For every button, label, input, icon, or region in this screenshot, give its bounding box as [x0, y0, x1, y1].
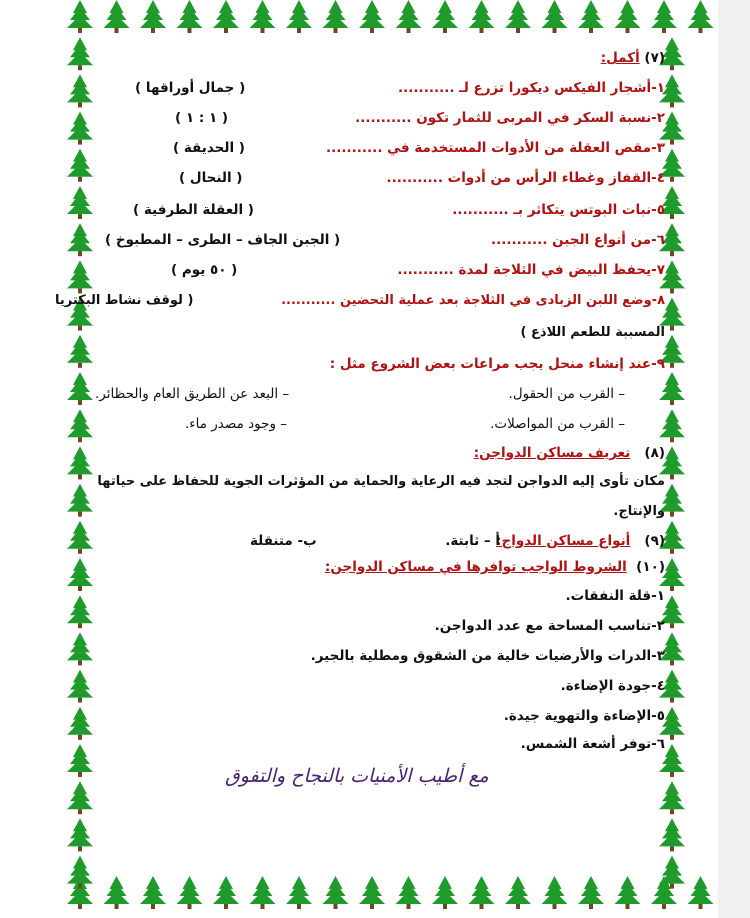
q7-condition-1: – القرب من الحقول.	[508, 386, 625, 402]
tree-icon	[67, 335, 93, 368]
q7-item-3: ٣-مقص العقلة من الأدوات المستخدمة في ...........	[326, 140, 665, 156]
tree-icon	[505, 0, 531, 33]
tree-icon	[67, 186, 93, 219]
q8-number: (٨)	[644, 445, 665, 461]
q9-number: (٩)	[644, 533, 665, 549]
tree-icon	[67, 595, 93, 628]
tree-icon	[67, 856, 93, 889]
q9-option-b: ب- متنقلة	[250, 533, 317, 549]
tree-icon	[396, 0, 422, 33]
tree-icon	[67, 112, 93, 145]
q7-condition-4: – وجود مصدر ماء.	[185, 416, 288, 432]
q7-answer-6: ( الجبن الجاف – الطرى – المطبوخ )	[105, 232, 341, 248]
tree-icon	[67, 372, 93, 405]
q7-answer-5: ( العقلة الطرفية )	[133, 202, 254, 218]
tree-icon	[615, 0, 641, 33]
tree-icon	[615, 876, 641, 909]
q7-answer-3: ( الحديقة )	[173, 140, 245, 156]
q7-answer-2: ( ١ : ١ )	[175, 110, 229, 126]
tree-icon	[104, 876, 130, 909]
tree-icon	[542, 0, 568, 33]
tree-icon	[359, 0, 385, 33]
q7-item-9: ٩-عند إنشاء منحل يجب مراعات بعض الشروع مثل :	[329, 356, 665, 372]
q7-answer-7: ( ٥٠ يوم )	[171, 262, 238, 278]
q7-item-2: ٢-نسبة السكر في المربى للثمار تكون ...........	[355, 110, 665, 126]
tree-icon	[67, 409, 93, 442]
q8-title: تعريف مساكن الدواجن:	[473, 445, 631, 461]
tree-icon	[67, 744, 93, 777]
q10-item-1: ١-قلة النفقات.	[565, 588, 665, 604]
tree-icon	[286, 0, 312, 33]
q10-item-3: ٣-الدرات والأرضيات خالية من الشقوق ومطلية بالجير.	[310, 648, 665, 664]
q7-header	[95, 50, 665, 66]
q9-option-a: أ – ثابتة.	[445, 533, 500, 549]
tree-icon	[213, 876, 239, 909]
tree-icon	[659, 818, 685, 851]
q10-item-6: ٦-توفر أشعة الشمس.	[520, 736, 665, 752]
q10-item-4: ٤-جودة الإضاءة.	[560, 678, 665, 694]
q10-item-5: ٥-الإضاءة والتهوية جيدة.	[503, 708, 665, 724]
q7-title: أكمل:	[600, 50, 640, 66]
q10-number: (١٠)	[636, 559, 665, 575]
tree-icon	[177, 876, 203, 909]
q7-answer-8-cont: المسببة للطعم اللاذع )	[520, 325, 665, 340]
q8-definition-cont: والإنتاج.	[613, 504, 665, 519]
tree-icon	[67, 446, 93, 479]
tree-icon	[359, 876, 385, 909]
q9-title: أنواع مساكن الدواج:	[496, 533, 631, 549]
q7-item-5: ٥-نبات البوتس يتكاثر بـ ...........	[452, 202, 665, 218]
tree-icon	[177, 0, 203, 33]
tree-icon	[67, 670, 93, 703]
tree-icon	[140, 0, 166, 33]
tree-icon	[432, 876, 458, 909]
q8-header	[95, 445, 665, 461]
q7-answer-1: ( جمال أوراقها )	[135, 80, 246, 96]
tree-icon	[323, 0, 349, 33]
tree-icon	[67, 0, 93, 33]
tree-icon	[469, 0, 495, 33]
tree-icon	[469, 876, 495, 909]
worksheet-content	[55, 40, 665, 820]
tree-icon	[651, 0, 677, 33]
q7-condition-3: – القرب من المواصلات.	[490, 416, 625, 432]
page-margin	[718, 0, 750, 918]
tree-icon	[67, 781, 93, 814]
tree-icon	[67, 74, 93, 107]
tree-icon	[67, 149, 93, 182]
tree-icon	[67, 632, 93, 665]
q9-header	[95, 533, 665, 549]
tree-icon	[286, 876, 312, 909]
tree-icon	[67, 521, 93, 554]
tree-icon	[323, 876, 349, 909]
tree-icon	[67, 707, 93, 740]
q10-header	[95, 559, 665, 575]
tree-icon	[396, 876, 422, 909]
tree-icon	[688, 0, 714, 33]
tree-icon	[67, 558, 93, 591]
tree-icon	[104, 0, 130, 33]
tree-icon	[140, 876, 166, 909]
tree-icon	[578, 876, 604, 909]
tree-icon	[542, 876, 568, 909]
tree-icon	[432, 0, 458, 33]
tree-icon	[67, 37, 93, 70]
q7-answer-4: ( النحال )	[179, 170, 243, 186]
q7-answer-8: ( لوقف نشاط البكتريا	[55, 293, 194, 308]
tree-icon	[67, 484, 93, 517]
q7-item-4: ٤-القفاز وغطاء الرأس من أدوات ...........	[386, 170, 665, 186]
tree-icon	[250, 876, 276, 909]
q8-definition: مكان تأوى إليه الدواجن لتجد فيه الرعاية والحماية من المؤثرات الجوية للحفاظ على حياتها	[97, 474, 665, 489]
tree-icon	[67, 818, 93, 851]
q7-item-1: ١-أشجار الفيكس ديكورا تزرع لـ ...........	[398, 80, 665, 96]
tree-icon	[505, 876, 531, 909]
q7-item-7: ٧-يحفظ البيض في الثلاجة لمدة ...........	[397, 262, 665, 278]
q10-item-2: ٢-تناسب المساحة مع عدد الدواجن.	[434, 618, 665, 634]
q7-number: (٧)	[644, 50, 665, 66]
tree-icon	[250, 0, 276, 33]
q7-item-6: ٦-من أنواع الجبن ...........	[491, 232, 665, 248]
q7-condition-2: – البعد عن الطريق العام والحظائر.	[95, 386, 290, 402]
tree-icon	[213, 0, 239, 33]
q7-item-8: ٨-وضع اللبن الزبادى في الثلاجة بعد عملية التحضين ...........	[281, 293, 665, 308]
tree-icon	[67, 223, 93, 256]
tree-icon	[578, 0, 604, 33]
q10-title: الشروط الواجب توافرها في مساكن الدواجن:	[324, 559, 627, 575]
closing-message: مع أطيب الأمنيات بالنجاح والتفوق	[225, 765, 489, 787]
tree-icon	[67, 260, 93, 293]
tree-icon	[688, 876, 714, 909]
